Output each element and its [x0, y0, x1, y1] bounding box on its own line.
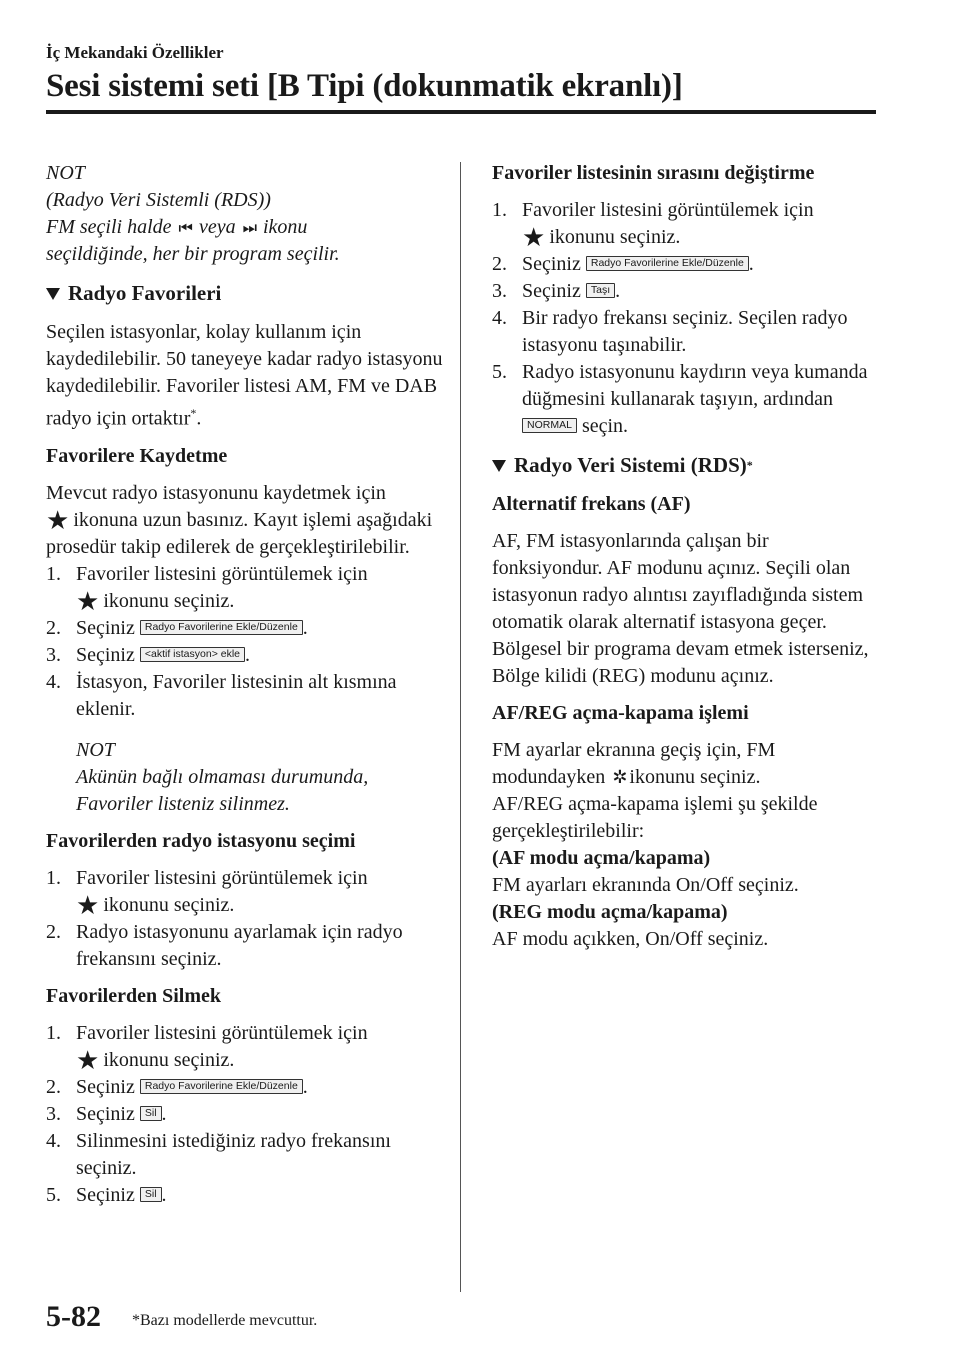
subheading: Favorilere Kaydetme — [46, 444, 228, 467]
page-number: 5-82 — [46, 1300, 101, 1333]
step-continuation — [76, 588, 446, 615]
step-number: 5. — [492, 361, 507, 383]
step-continuation — [76, 1047, 446, 1074]
note-text: seçildiğinde, her bir program seçilir. — [46, 243, 340, 265]
triangle-bullet-icon — [46, 288, 60, 300]
step-text: ikonunu seçiniz. — [103, 893, 235, 916]
list-item: 2. Seçiniz Radyo Favorilerine Ekle/Düzenle . — [46, 615, 446, 642]
step-number: 4. — [46, 670, 61, 693]
note-text-part: ikonu — [262, 216, 308, 238]
step-text: Seçiniz — [76, 643, 135, 666]
step-number: 1. — [492, 199, 507, 221]
triangle-bullet-icon — [492, 460, 506, 472]
step-text: Silinmesini istediğiniz radyo frekansını seçiniz. — [76, 1129, 391, 1179]
step-text: İstasyon, Favoriler listesinin alt kısmına eklenir. — [76, 670, 397, 720]
step-text: Seçiniz — [76, 616, 135, 639]
section-heading — [46, 280, 446, 307]
mode-heading: (AF modu açma/kapama) — [492, 847, 711, 869]
note-subtitle: (Radyo Veri Sistemli (RDS)) — [46, 189, 271, 211]
star-icon: ★ — [522, 223, 546, 252]
section-heading — [492, 452, 882, 479]
paragraph — [46, 319, 446, 433]
move-button[interactable]: Taşı — [586, 283, 615, 298]
list-item — [492, 359, 882, 440]
star-icon: ★ — [76, 890, 100, 920]
star-icon: ★ — [46, 505, 70, 535]
paragraph-text: Seçilen istasyonlar, kolay kullanım için kaydedilebilir. 50 taneyeye kadar radyo istasyonu kaydedilebilir. Favoriler listesi AM, FM ve DAB radyo için ortaktır — [46, 321, 443, 430]
list-item — [46, 561, 446, 615]
step-number: 3. — [46, 1102, 61, 1125]
subheading: Favorilerden radyo istasyonu seçimi — [46, 829, 356, 852]
paragraph — [492, 737, 882, 791]
step-text: Favoriler listesini görüntülemek için — [76, 562, 368, 585]
step-number: 4. — [492, 307, 507, 329]
radio-favorites-edit-button[interactable]: Radyo Favorilerine Ekle/Düzenle — [586, 256, 749, 271]
list-item: 3. Seçiniz Sil . — [46, 1101, 446, 1128]
step-text: ikonunu seçiniz. — [549, 226, 681, 248]
footnote-mark: * — [746, 458, 753, 472]
step-number: 4. — [46, 1129, 61, 1152]
step-text: Bir radyo frekansı seçiniz. Seçilen radyo istasyonu taşınabilir. — [522, 307, 848, 356]
step-text: Seçiniz — [522, 253, 581, 275]
paragraph-text: Mevcut radyo istasyonunu kaydetmek için — [46, 481, 386, 504]
step-text: ikonunu seçiniz. — [103, 589, 235, 612]
step-number: 2. — [492, 253, 507, 275]
paragraph-text: . — [196, 407, 202, 430]
step-text: Radyo istasyonunu ayarlamak için radyo frekansını seçiniz. — [76, 920, 403, 970]
mode-heading: (REG modu açma/kapama) — [492, 901, 728, 923]
paragraph-text: ikonuna uzun basınız. Kayıt işlemi aşağıdaki prosedür takip edilerek de gerçekleştirilebilir. — [46, 508, 433, 558]
header-rule — [46, 110, 876, 114]
step-text: Favoriler listesini görüntülemek için — [76, 1021, 368, 1044]
add-active-station-button[interactable]: <aktif istasyon> ekle — [140, 647, 245, 662]
step-text: Seçiniz — [76, 1183, 135, 1206]
section-heading-text: Radyo Veri Sistemi (RDS) — [514, 453, 747, 477]
star-icon: ★ — [76, 1045, 100, 1075]
step-text: ikonunu seçiniz. — [103, 1048, 235, 1071]
note-title: NOT — [76, 738, 115, 761]
step-text: Seçiniz — [522, 280, 581, 302]
step-list — [492, 197, 882, 440]
list-item: 3. Seçiniz <aktif istasyon> ekle . — [46, 642, 446, 669]
paragraph — [46, 507, 446, 561]
step-number: 3. — [46, 643, 61, 666]
list-item — [46, 1020, 446, 1074]
subheading: Alternatif frekans (AF) — [492, 493, 691, 515]
skip-forward-icon: ⏭ — [242, 218, 254, 237]
list-item: 2. Seçiniz Radyo Favorilerine Ekle/Düzenle . — [492, 251, 882, 278]
subheading: Favoriler listesinin sırasını değiştirme — [492, 162, 815, 184]
skip-back-icon: ⏮ — [178, 218, 190, 237]
step-number: 5. — [46, 1183, 61, 1206]
list-item — [46, 669, 446, 723]
step-text: Favoriler listesini görüntülemek için — [522, 199, 814, 221]
step-text: Seçiniz — [76, 1102, 135, 1125]
subheading: AF/REG açma-kapama işlemi — [492, 702, 749, 724]
step-text: seçin. — [581, 415, 629, 437]
note-title: NOT — [46, 162, 85, 184]
radio-favorites-edit-button[interactable]: Radyo Favorilerine Ekle/Düzenle — [140, 620, 303, 635]
paragraph-text: FM ayarlar ekranına geçiş için, FM modundayken — [492, 739, 776, 788]
step-text: Favoriler listesini görüntülemek için — [76, 866, 368, 889]
step-number: 3. — [492, 280, 507, 302]
step-continuation — [76, 892, 446, 919]
list-item — [492, 197, 882, 251]
paragraph-text: Bölgesel bir programa devam etmek isterseniz, Bölge kilidi (REG) modunu açınız. — [492, 638, 869, 687]
paragraph-text: AF, FM istasyonlarında çalışan bir fonksiyondur. AF modunu açınız. Seçili olan istasyonun radyo alıntısı zayıfladığında sistem otomatik olarak alternatif istasyona geçer. — [492, 530, 864, 633]
step-list — [46, 1020, 446, 1209]
list-item — [492, 305, 882, 359]
step-number: 2. — [46, 616, 61, 639]
radio-favorites-edit-button[interactable]: Radyo Favorilerine Ekle/Düzenle — [140, 1079, 303, 1094]
list-item — [46, 1128, 446, 1182]
note-text — [46, 214, 446, 241]
subheading: Favorilerden Silmek — [46, 984, 221, 1007]
paragraph-text: FM ayarları ekranında On/Off seçiniz. — [492, 874, 799, 896]
section-label: İç Mekandaki Özellikler — [46, 43, 224, 62]
gear-icon: ✲ — [612, 767, 628, 788]
list-item: 2. Seçiniz Radyo Favorilerine Ekle/Düzenle . — [46, 1074, 446, 1101]
footnote-mark: * — [190, 406, 197, 420]
delete-button[interactable]: Sil — [140, 1187, 162, 1202]
left-column — [46, 160, 446, 1209]
right-column — [492, 160, 882, 953]
note-text-part: veya — [198, 216, 236, 238]
star-icon: ★ — [76, 586, 100, 616]
list-item — [46, 919, 446, 973]
list-item: 5. Seçiniz Sil . — [46, 1182, 446, 1209]
delete-button[interactable]: Sil — [140, 1106, 162, 1121]
note-block — [46, 737, 446, 818]
step-number: 2. — [46, 920, 61, 943]
step-text: Radyo istasyonunu kaydırın veya kumanda düğmesini kullanarak taşıyın, ardından — [522, 361, 868, 410]
step-list — [46, 561, 446, 723]
paragraph-text: ikonunu seçiniz. — [629, 766, 761, 788]
step-number: 2. — [46, 1075, 61, 1098]
step-text: Seçiniz — [76, 1075, 135, 1098]
section-heading-text: Radyo Favorileri — [68, 281, 222, 305]
page-header — [46, 42, 876, 106]
step-continuation — [522, 224, 882, 251]
paragraph-text: AF modu açıkken, On/Off seçiniz. — [492, 928, 769, 950]
step-number: 1. — [46, 866, 61, 889]
note-text-part: FM seçili halde — [46, 216, 172, 238]
step-list — [46, 865, 446, 973]
column-divider — [460, 162, 461, 1292]
note-text: Akünün bağlı olmaması durumunda, Favoriler listeniz silinmez. — [76, 765, 369, 815]
normal-button[interactable]: NORMAL — [522, 418, 577, 433]
list-item — [46, 865, 446, 919]
page-title: Sesi sistemi seti [B Tipi (dokunmatik ekranlı)] — [46, 68, 683, 104]
step-number: 1. — [46, 562, 61, 585]
list-item: 3. Seçiniz Taşı . — [492, 278, 882, 305]
paragraph-text: AF/REG açma-kapama işlemi şu şekilde gerçekleştirilebilir: — [492, 793, 818, 842]
step-number: 1. — [46, 1021, 61, 1044]
footnote: *Bazı modellerde mevcuttur. — [132, 1312, 318, 1329]
